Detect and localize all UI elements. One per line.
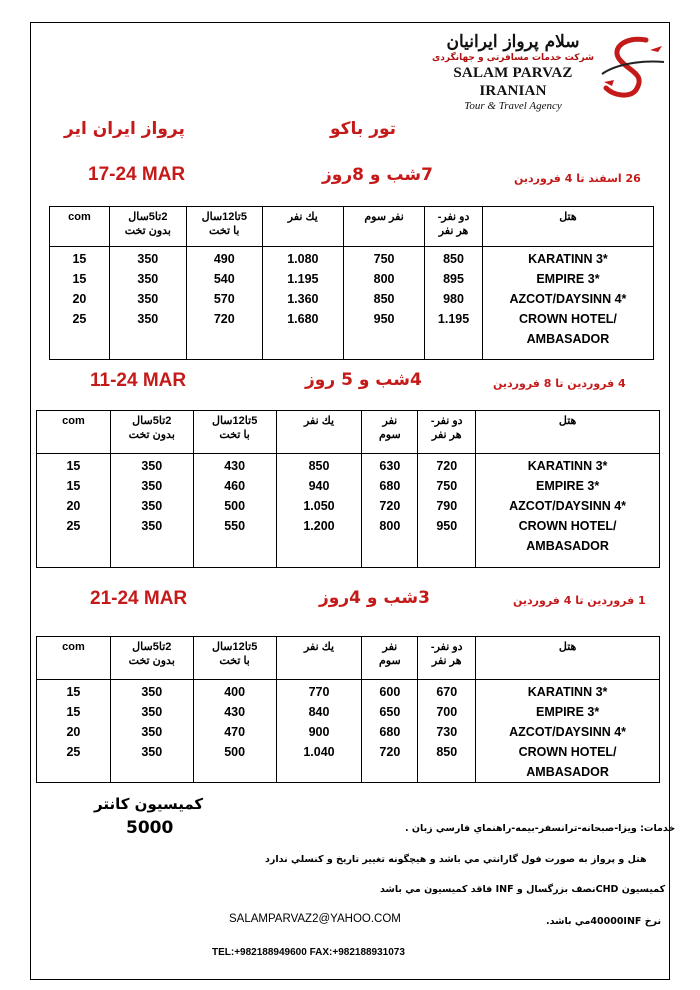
double-values: 850 895 980 1.195 (425, 247, 483, 360)
col-double: دو نفر- هر نفر (418, 411, 476, 454)
logo-persian-subtitle: شرکت خدمات مسافرتی و جهانگردی (432, 53, 594, 63)
hotel-names: KARATINN 3* EMPIRE 3* AZCOT/DAYSINN 4* CROWN HOTEL/ AMBASADOR (482, 247, 653, 360)
col-child-bed: 5تا12سال با تخت (193, 637, 276, 680)
child-nobed-values: 350 350 350 350 (110, 680, 193, 783)
triple-values: 750 800 850 950 (343, 247, 424, 360)
package-2-price-table (36, 410, 660, 568)
col-single: يك نفر (276, 637, 362, 680)
triple-values: 630 680 720 800 (362, 454, 418, 568)
com-values: 15 15 20 25 (37, 680, 111, 783)
package-3-nights: 3شب و 4روز (319, 588, 430, 608)
inf-rate-note: نرخ 40000INFمي باشد. (546, 916, 662, 927)
services-note: خدمات: ويزا-صبحانه-ترانسفر-بيمه-راهنماي فارسي زبان . (405, 823, 676, 834)
guarantee-note: هتل و پرواز به صورت فول گارانتي مي باشد و هيچگونه تغيير تاريخ و كنسلي ندارد (265, 854, 647, 865)
logo-english-name: SALAM PARVAZ IRANIAN (453, 65, 573, 99)
tour-title: تور باکو (330, 119, 397, 139)
col-single: يك نفر (262, 207, 343, 247)
contact-phone-fax: TEL:+982188949600 FAX:+982188931073 (212, 947, 405, 958)
child-bed-values: 400 430 470 500 (193, 680, 276, 783)
logo-persian-name: سلام پرواز ایرانیان (446, 32, 580, 52)
col-child-nobed: 2تا5سال بدون تخت (110, 411, 193, 454)
triple-values: 600 650 680 720 (362, 680, 418, 783)
commission-label: كميسيون كانتر (94, 795, 204, 813)
package-2-dates-fa: 4 فروردين تا 8 فروردين (493, 377, 626, 390)
airplane-swoosh-icon (596, 34, 668, 100)
col-child-nobed: 2تا5سال بدون تخت (109, 207, 186, 247)
col-child-nobed: 2تا5سال بدون تخت (110, 637, 193, 680)
package-1-price-table (49, 206, 654, 360)
col-triple: نفر سوم (362, 637, 418, 680)
col-double: دو نفر- هر نفر (418, 637, 476, 680)
child-bed-values: 430 460 500 550 (193, 454, 276, 568)
package-1-dates-fa: 26 اسفند تا 4 فروردين (514, 172, 641, 185)
col-hotel: هتل (482, 207, 653, 247)
child-nobed-values: 350 350 350 350 (109, 247, 186, 360)
double-values: 670 700 730 850 (418, 680, 476, 783)
hotel-names: KARATINN 3* EMPIRE 3* AZCOT/DAYSINN 4* CROWN HOTEL/ AMBASADOR (476, 680, 660, 783)
col-child-bed: 5تا12سال با تخت (186, 207, 262, 247)
package-3-dates-en: 21-24 MAR (90, 588, 188, 609)
contact-email: SALAMPARVAZ2@YAHOO.COM (229, 913, 401, 925)
commission-value: 5000 (126, 818, 174, 838)
package-1-dates-en: 17-24 MAR (88, 164, 186, 185)
double-values: 720 750 790 950 (418, 454, 476, 568)
package-2-dates-en: 11-24 MAR (90, 370, 187, 391)
col-double: دو نفر- هر نفر (425, 207, 483, 247)
single-values: 850 940 1.050 1.200 (276, 454, 362, 568)
agency-logo (428, 32, 668, 112)
package-1-nights: 7شب و 8روز (322, 165, 433, 185)
com-values: 15 15 20 25 (37, 454, 111, 568)
airline-title: پرواز ایران ایر (64, 119, 185, 139)
col-triple: نفر سوم (362, 411, 418, 454)
col-com: com (37, 411, 111, 454)
hotel-names: KARATINN 3* EMPIRE 3* AZCOT/DAYSINN 4* CROWN HOTEL/ AMBASADOR (476, 454, 660, 568)
child-nobed-values: 350 350 350 350 (110, 454, 193, 568)
package-2-nights: 4شب و 5 روز (305, 370, 422, 390)
com-values: 15 15 20 25 (50, 247, 110, 360)
col-child-bed: 5تا12سال با تخت (193, 411, 276, 454)
package-3-dates-fa: 1 فروردين تا 4 فروردين (513, 594, 646, 607)
col-com: com (50, 207, 110, 247)
col-hotel: هتل (476, 637, 660, 680)
single-values: 770 840 900 1.040 (276, 680, 362, 783)
col-single: يك نفر (276, 411, 362, 454)
col-hotel: هتل (476, 411, 660, 454)
single-values: 1.080 1.195 1.360 1.680 (262, 247, 343, 360)
col-triple: نفر سوم (343, 207, 424, 247)
child-bed-values: 490 540 570 720 (186, 247, 262, 360)
col-com: com (37, 637, 111, 680)
chd-commission-note: كميسيون CHDنصف بزرگسال و INF فاقد كميسيون مي باشد (380, 884, 666, 895)
package-3-price-table (36, 636, 660, 783)
logo-english-subtitle: Tour & Travel Agency (464, 100, 562, 112)
